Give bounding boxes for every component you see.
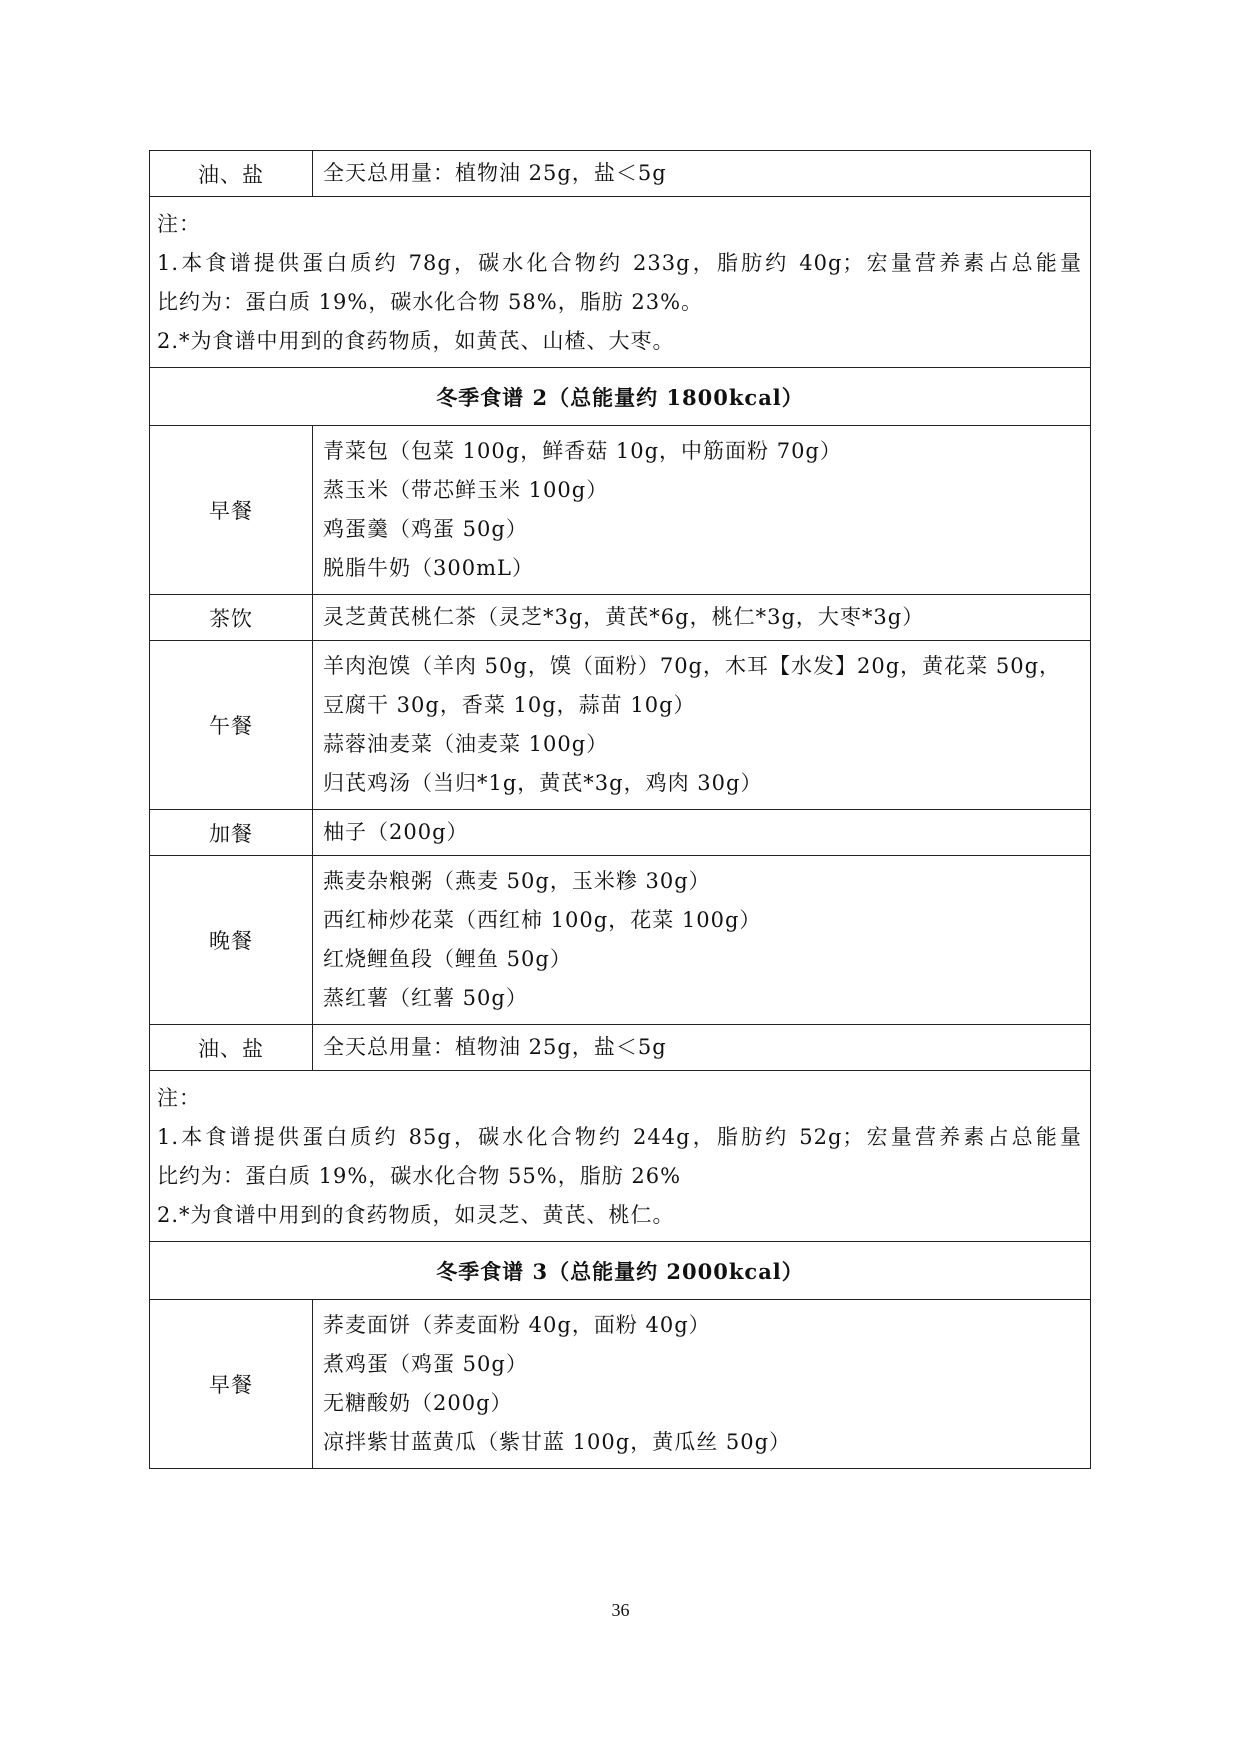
- meal-content: [313, 1025, 1091, 1071]
- table-row: [150, 595, 1091, 641]
- table-row: [150, 641, 1091, 810]
- meal-label: 茶饮: [150, 595, 313, 641]
- meal-content: [313, 595, 1091, 641]
- list-item: 豆腐干 30g，香菜 10g，蒜苗 10g）: [323, 693, 696, 717]
- table-row: [150, 151, 1091, 197]
- diet-table: [149, 150, 1091, 1469]
- meal-content: [313, 856, 1091, 1025]
- table-row: [150, 856, 1091, 1025]
- list-item: 荞麦面饼（荞麦面粉 40g，面粉 40g）: [323, 1313, 711, 1337]
- note-title: 注：: [157, 212, 201, 236]
- note-line: 比约为：蛋白质 19%，碳水化合物 58%，脂肪 23%。: [157, 290, 704, 314]
- note-line: 2.*为食谱中用到的食药物质，如灵芝、黄芪、桃仁。: [157, 1203, 675, 1227]
- table-row: [150, 810, 1091, 856]
- meal-label: 油、盐: [150, 151, 313, 197]
- list-item: 青菜包（包菜 100g，鲜香菇 10g，中筋面粉 70g）: [323, 439, 842, 463]
- table-row: [150, 1300, 1091, 1469]
- list-item: 西红柿炒花菜（西红柿 100g，花菜 100g）: [323, 908, 762, 932]
- list-item: 煮鸡蛋（鸡蛋 50g）: [323, 1352, 528, 1376]
- note-title: 注：: [157, 1086, 201, 1110]
- list-item: 凉拌紫甘蓝黄瓜（紫甘蓝 100g，黄瓜丝 50g）: [323, 1430, 792, 1454]
- page-number: 36: [611, 1600, 630, 1620]
- list-item: 脱脂牛奶（300mL）: [323, 556, 534, 580]
- list-item: 红烧鲤鱼段（鲤鱼 50g）: [323, 947, 572, 971]
- note-line: 1.本食谱提供蛋白质约 78g，碳水化合物约 233g，脂肪约 40g；宏量营养素占总能量: [157, 251, 1082, 275]
- note-cell: [150, 197, 1091, 368]
- list-item: 蒸玉米（带芯鲜玉米 100g）: [323, 478, 609, 502]
- note-line: 1.本食谱提供蛋白质约 85g，碳水化合物约 244g，脂肪约 52g；宏量营养素占总能量: [157, 1125, 1082, 1149]
- list-item: 归芪鸡汤（当归*1g，黄芪*3g，鸡肉 30g）: [323, 771, 763, 795]
- meal-label: 早餐: [150, 1300, 313, 1469]
- recipe-heading: 冬季食谱 2（总能量约 1800kcal）: [150, 368, 1091, 426]
- recipe-heading: 冬季食谱 3（总能量约 2000kcal）: [150, 1242, 1091, 1300]
- note-line: 2.*为食谱中用到的食药物质，如黄芪、山楂、大枣。: [157, 329, 675, 353]
- list-item: 鸡蛋羹（鸡蛋 50g）: [323, 517, 528, 541]
- list-item: 柚子（200g）: [323, 820, 469, 844]
- meal-content: [313, 426, 1091, 595]
- list-item: 无糖酸奶（200g）: [323, 1391, 513, 1415]
- list-item: 灵芝黄芪桃仁茶（灵芝*3g，黄芪*6g，桃仁*3g，大枣*3g）: [323, 605, 925, 629]
- meal-label: 油、盐: [150, 1025, 313, 1071]
- list-item: 蒸红薯（红薯 50g）: [323, 986, 528, 1010]
- list-item: 羊肉泡馍（羊肉 50g，馍（面粉）70g，木耳【水发】20g，黄花菜 50g，: [323, 654, 1062, 678]
- meal-content: [313, 1300, 1091, 1469]
- meal-label: 加餐: [150, 810, 313, 856]
- table-row: [150, 1025, 1091, 1071]
- meal-label: 晚餐: [150, 856, 313, 1025]
- list-item: 全天总用量：植物油 25g，盐＜5g: [323, 1035, 667, 1059]
- meal-content: [313, 151, 1091, 197]
- list-item: 蒜蓉油麦菜（油麦菜 100g）: [323, 732, 609, 756]
- table-row: [150, 368, 1091, 426]
- meal-content: [313, 641, 1091, 810]
- list-item: 全天总用量：植物油 25g，盐＜5g: [323, 161, 667, 185]
- list-item: 燕麦杂粮粥（燕麦 50g，玉米糁 30g）: [323, 869, 711, 893]
- meal-content: [313, 810, 1091, 856]
- table-row: [150, 197, 1091, 368]
- table-row: [150, 1071, 1091, 1242]
- table-row: [150, 426, 1091, 595]
- table-row: [150, 1242, 1091, 1300]
- meal-label: 早餐: [150, 426, 313, 595]
- meal-label: 午餐: [150, 641, 313, 810]
- note-cell: [150, 1071, 1091, 1242]
- note-line: 比约为：蛋白质 19%，碳水化合物 55%，脂肪 26%: [157, 1164, 682, 1188]
